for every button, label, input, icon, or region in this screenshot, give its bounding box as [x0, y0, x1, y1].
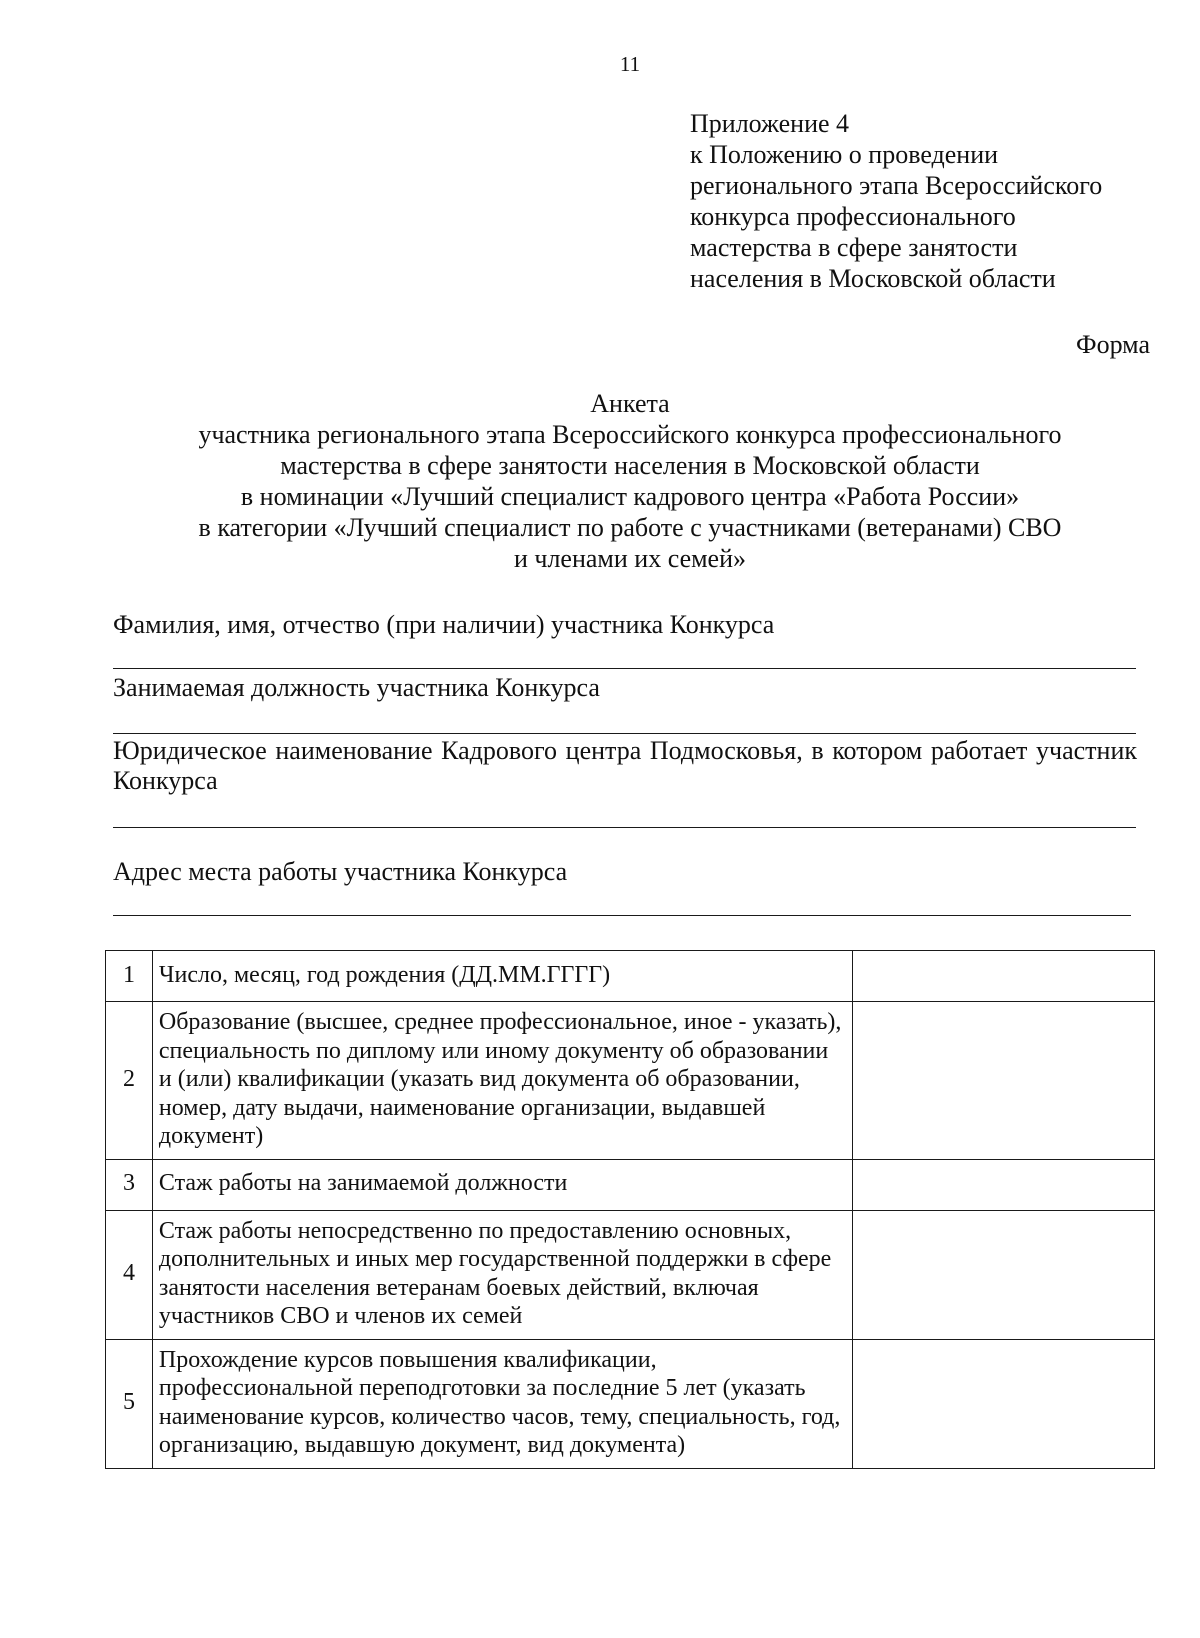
appendix-line: Приложение 4: [690, 109, 850, 138]
table-row: [106, 951, 1155, 1002]
appendix-line: мастерства в сфере занятости: [690, 233, 1018, 262]
table-row: [106, 1159, 1155, 1210]
appendix-header: [690, 108, 1102, 294]
address-label: Адрес места работы участника Конкурса: [113, 857, 568, 886]
row-question: Число, месяц, год рождения (ДД.ММ.ГГГГ): [152, 951, 853, 1002]
row-question: Стаж работы на занимаемой должности: [152, 1159, 853, 1210]
row-answer-cell[interactable]: [853, 1159, 1155, 1210]
row-number: 1: [106, 951, 153, 1002]
position-fill-line[interactable]: [113, 733, 1136, 734]
appendix-line: регионального этапа Всероссийского: [690, 171, 1103, 200]
title-line: в номинации «Лучший специалист кадрового центра «Работа России»: [240, 482, 1020, 511]
title-line: в категории «Лучший специалист по работе с участниками (ветеранами) СВО: [198, 513, 1062, 542]
appendix-line: конкурса профессионального: [690, 202, 1016, 231]
row-question: Прохождение курсов повышения квалификации, профессиональной переподготовки за последние 5 лет (указать наименование курсов, количество часов, тему, специальность, год, организацию, выдавшую документ, вид документа): [152, 1339, 853, 1468]
title-heading: Анкета: [590, 389, 670, 418]
document-title: [110, 388, 1150, 574]
appendix-line: населения в Московской области: [690, 264, 1056, 293]
appendix-line: к Положению о проведении: [690, 140, 999, 169]
title-line: мастерства в сфере занятости населения в Московской области: [280, 451, 980, 480]
row-question: Стаж работы непосредственно по предоставлению основных, дополнительных и иных мер государственной поддержки в сфере занятости населения ветеранам боевых действий, включая участников СВО и членов их семей: [152, 1210, 853, 1339]
row-number: 5: [106, 1339, 153, 1468]
full-name-fill-line[interactable]: [113, 668, 1136, 669]
row-number: 4: [106, 1210, 153, 1339]
position-label: Занимаемая должность участника Конкурса: [113, 673, 600, 702]
title-line: и членами их семей»: [513, 544, 747, 573]
page-number: 11: [619, 52, 641, 76]
organization-label: Юридическое наименование Кадрового центра Подмосковья, в котором работает участник Конкурса: [113, 736, 1137, 795]
row-number: 3: [106, 1159, 153, 1210]
full-name-label: Фамилия, имя, отчество (при наличии) участника Конкурса: [113, 610, 775, 639]
row-answer-cell[interactable]: [853, 951, 1155, 1002]
address-fill-line[interactable]: [113, 915, 1131, 916]
row-question: Образование (высшее, среднее профессиональное, иное - указать), специальность по диплому или иному документу об образовании и (или) квалификации (указать вид документа об образовании, номер, дату выдачи, наименование организации, выдавшей документ): [152, 1002, 853, 1160]
table-row: [106, 1002, 1155, 1160]
form-label: Форма: [1076, 330, 1150, 359]
row-answer-cell[interactable]: [853, 1210, 1155, 1339]
row-number: 2: [106, 1002, 153, 1160]
questionnaire-table: [105, 950, 1155, 1469]
organization-fill-line[interactable]: [113, 827, 1136, 828]
row-answer-cell[interactable]: [853, 1002, 1155, 1160]
row-answer-cell[interactable]: [853, 1339, 1155, 1468]
table-row: [106, 1210, 1155, 1339]
table-row: [106, 1339, 1155, 1468]
title-line: участника регионального этапа Всероссийского конкурса профессионального: [198, 420, 1062, 449]
